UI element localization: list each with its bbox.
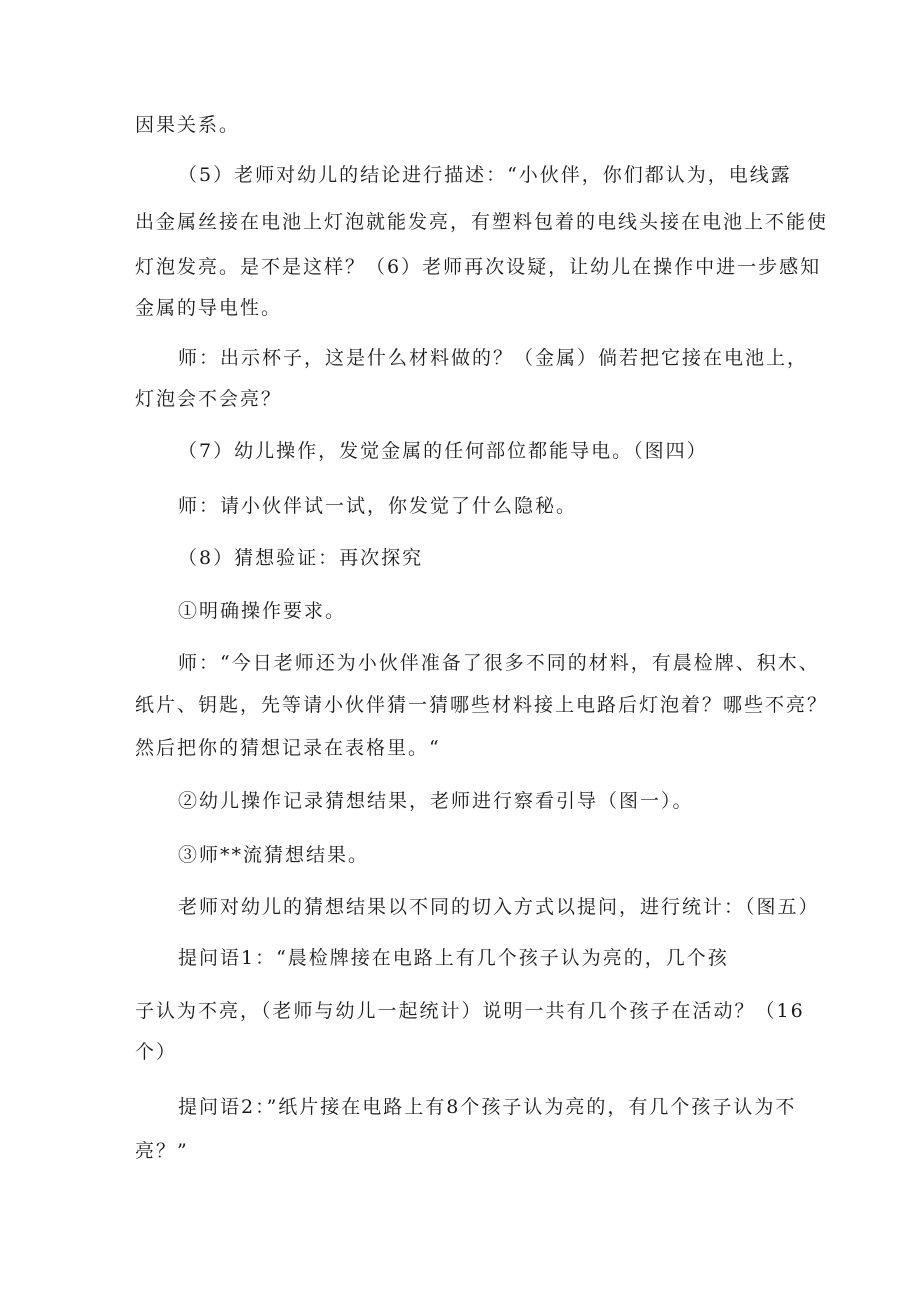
text-line: 因果关系。 [135, 114, 241, 136]
text-line: 师：“今日老师还为小伙伴准备了很多不同的材料，有晨检牌、积木、 [178, 652, 820, 674]
text-line: （8）猜想验证：再次探究 [178, 547, 424, 569]
text-line: 提问语2：”纸片接在电路上有8个孩子认为亮的，有几个孩子认为不 [178, 1096, 797, 1118]
text-line: 个） [135, 1041, 178, 1063]
text-line: （5）老师对幼儿的结论进行描述：“小伙伴，你们都认为，电线露 [178, 164, 792, 186]
text-line: （7）幼儿操作，发觉金属的任何部位都能导电。（图四） [178, 440, 708, 462]
text-line: 师：出示杯子，这是什么材料做的？（金属）倘若把它接在电池上， [178, 347, 809, 369]
text-line: 师：请小伙伴试一试，你发觉了什么隐秘。 [178, 495, 578, 517]
text-line: ①明确操作要求。 [178, 600, 347, 622]
text-line: 提问语1：“晨检牌接在电路上有几个孩子认为亮的，几个孩 [178, 947, 729, 969]
text-line: 金属的导电性。 [135, 297, 283, 319]
text-line: 老师对幼儿的猜想结果以不同的切入方式以提问，进行统计：（图五） [178, 896, 820, 918]
text-line: 然后把你的猜想记录在表格里。“ [135, 737, 441, 759]
text-line: 子认为不亮，（老师与幼儿一起统计）说明一共有几个孩子在活动？（16 [135, 1000, 805, 1022]
text-line: ③师**流猜想结果。 [178, 844, 370, 866]
text-line: 纸片、钥匙，先等请小伙伴猜一猜哪些材料接上电路后灯泡着？哪些不亮？ [135, 694, 829, 716]
text-line: 灯泡会不会亮？ [135, 388, 283, 410]
text-line: ②幼儿操作记录猜想结果，老师进行察看引导（图一）。 [178, 790, 694, 812]
text-line: 出金属丝接在电池上灯泡就能发亮，有塑料包着的电线头接在电池上不能使 [135, 211, 829, 233]
text-line: 亮？” [135, 1140, 189, 1162]
text-line: 灯泡发亮。是不是这样？（6）老师再次设疑，让幼儿在操作中进一步感知 [135, 256, 822, 278]
